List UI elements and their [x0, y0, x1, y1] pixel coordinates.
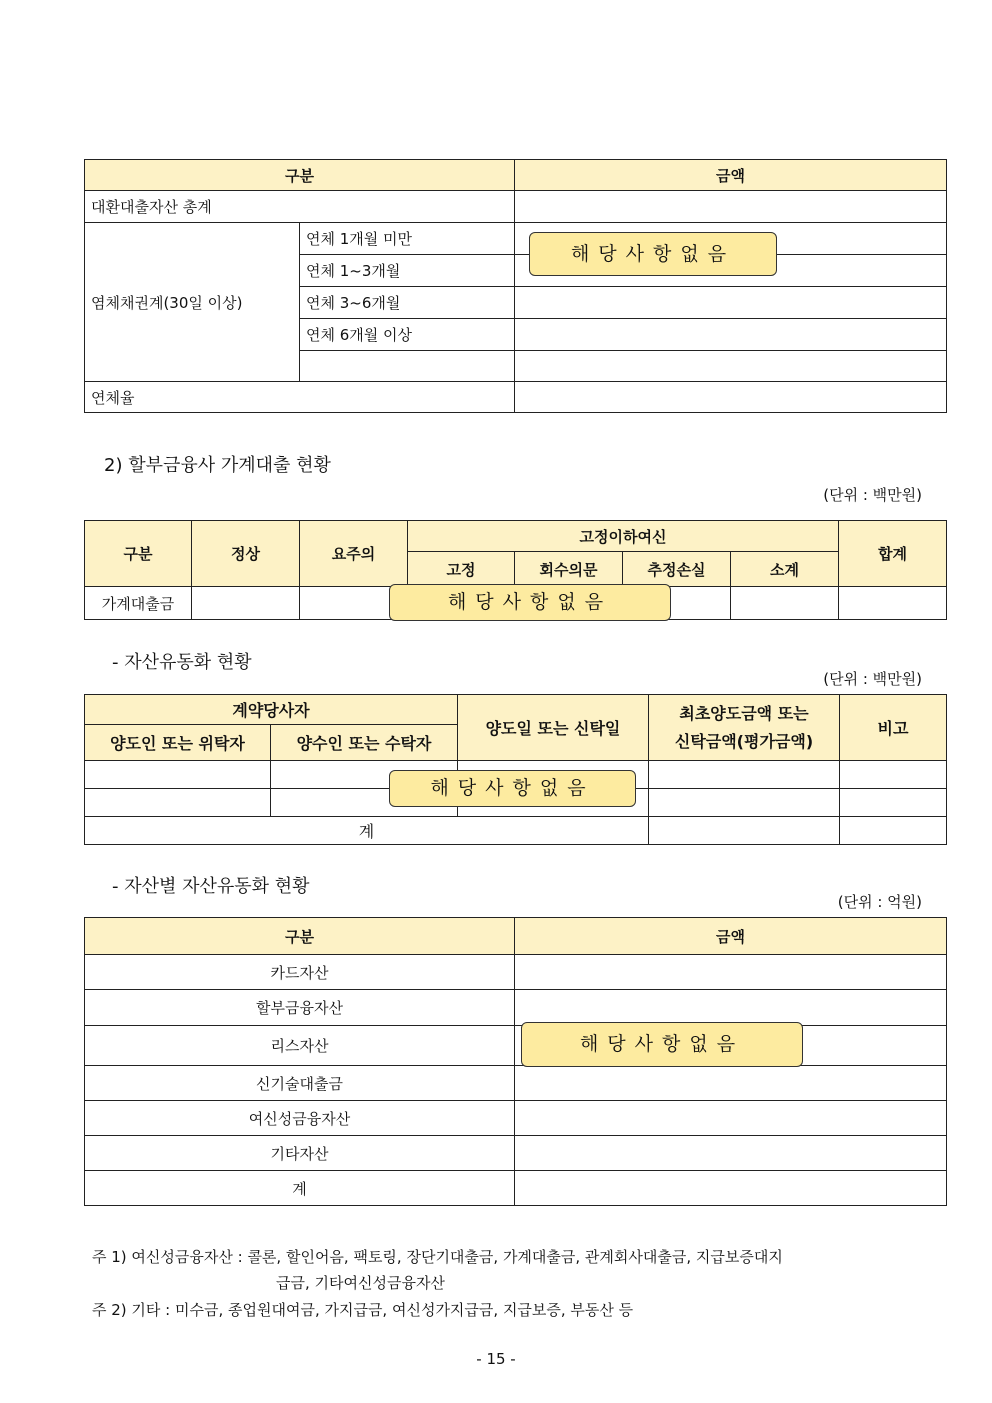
- sub-label-empty: [300, 351, 515, 382]
- header-parties: 계약당사자: [85, 695, 458, 725]
- footnote-2: 주 2) 기타 : 미수금, 종업원대여금, 가지급금, 여신성가지급금, 지급보증, 부동산 등: [92, 1301, 634, 1319]
- cell: [515, 955, 947, 990]
- cell: [840, 761, 947, 789]
- footnote-1-cont: 급금, 기타여신성금융자산: [276, 1274, 445, 1292]
- cell-sub4-amount: [515, 319, 947, 351]
- cell: [85, 789, 271, 817]
- header-subtotal: 소계: [731, 552, 839, 587]
- header-gubun: 구분: [85, 918, 515, 955]
- header-amount-line2: 신탁금액(평가금액): [674, 731, 814, 751]
- not-applicable-stamp: 해당사항없음: [389, 770, 636, 807]
- header-doubtful: 회수의문: [515, 552, 623, 587]
- cell-total-amount: [515, 191, 947, 223]
- row-label: 카드자산: [85, 955, 515, 990]
- row-label: 리스자산: [85, 1026, 515, 1066]
- cell: [649, 789, 840, 817]
- section-title: - 자산유동화 현황: [112, 652, 252, 673]
- sub-label-2: 연체 1~3개월: [300, 255, 515, 287]
- header-loss: 추정손실: [623, 552, 731, 587]
- header-total: 합계: [839, 521, 947, 587]
- section-title: - 자산별 자산유동화 현황: [112, 876, 310, 897]
- row-household-label: 가계대출금: [85, 587, 192, 620]
- cell-rate-amount: [515, 382, 947, 413]
- cell: [649, 761, 840, 789]
- cell: [731, 587, 839, 620]
- cell-sub3-amount: [515, 287, 947, 319]
- cell-sub5-amount: [515, 351, 947, 382]
- cell: [192, 587, 300, 620]
- header-transferee: 양수인 또는 수탁자: [271, 725, 458, 761]
- cell: [515, 1101, 947, 1136]
- header-amount: [649, 695, 840, 761]
- header-gubun: 구분: [85, 521, 192, 587]
- cell: [85, 761, 271, 789]
- header-normal: 정상: [192, 521, 300, 587]
- header-transferor: 양도인 또는 위탁자: [85, 725, 271, 761]
- not-applicable-stamp: 해당사항없음: [529, 232, 777, 276]
- header-amount-line1: 최초양도금액 또는: [679, 703, 809, 723]
- row-total-label: 대환대출자산 총계: [85, 191, 515, 223]
- sub-label-4: 연체 6개월 이상: [300, 319, 515, 351]
- header-fixed-below: 고정이하여신: [408, 521, 839, 552]
- cell: [649, 817, 840, 845]
- row-label: 기타자산: [85, 1136, 515, 1171]
- header-fixed: 고정: [408, 552, 515, 587]
- cell: [515, 1136, 947, 1171]
- cell: [515, 990, 947, 1026]
- not-applicable-stamp: 해당사항없음: [521, 1022, 803, 1067]
- row-label: 할부금융자산: [85, 990, 515, 1026]
- overdue-table: [84, 159, 947, 413]
- unit-label: (단위 : 억원): [837, 893, 922, 911]
- footnote-1: 주 1) 여신성금융자산 : 콜론, 할인어음, 팩토링, 장단기대출금, 가계대출금, 관계회사대출금, 지급보증대지: [92, 1248, 783, 1266]
- page-number: - 15 -: [476, 1350, 516, 1368]
- row-overdue-label: 염체채권계(30일 이상): [85, 223, 300, 382]
- header-date: 양도일 또는 신탁일: [458, 695, 649, 761]
- row-label: 계: [85, 1171, 515, 1206]
- sub-label-3: 연체 3~6개월: [300, 287, 515, 319]
- unit-label: (단위 : 백만원): [823, 486, 922, 504]
- not-applicable-stamp: 해당사항없음: [389, 584, 671, 621]
- cell: [840, 789, 947, 817]
- sub-label-1: 연체 1개월 미만: [300, 223, 515, 255]
- header-remark: 비고: [840, 695, 947, 761]
- header-caution: 요주의: [300, 521, 408, 587]
- header-gubun: 구분: [85, 160, 515, 191]
- cell: [840, 817, 947, 845]
- section-title: 2) 할부금융사 가계대출 현황: [104, 455, 331, 476]
- cell: [515, 1066, 947, 1101]
- row-sum-label: 계: [85, 817, 649, 845]
- cell: [515, 1171, 947, 1206]
- unit-label: (단위 : 백만원): [823, 670, 922, 688]
- row-rate-label: 연체율: [85, 382, 515, 413]
- header-amount: 금액: [515, 160, 947, 191]
- header-amount: 금액: [515, 918, 947, 955]
- cell: [839, 587, 947, 620]
- row-label: 여신성금융자산: [85, 1101, 515, 1136]
- row-label: 신기술대출금: [85, 1066, 515, 1101]
- asset-securitization-table: [84, 917, 947, 1206]
